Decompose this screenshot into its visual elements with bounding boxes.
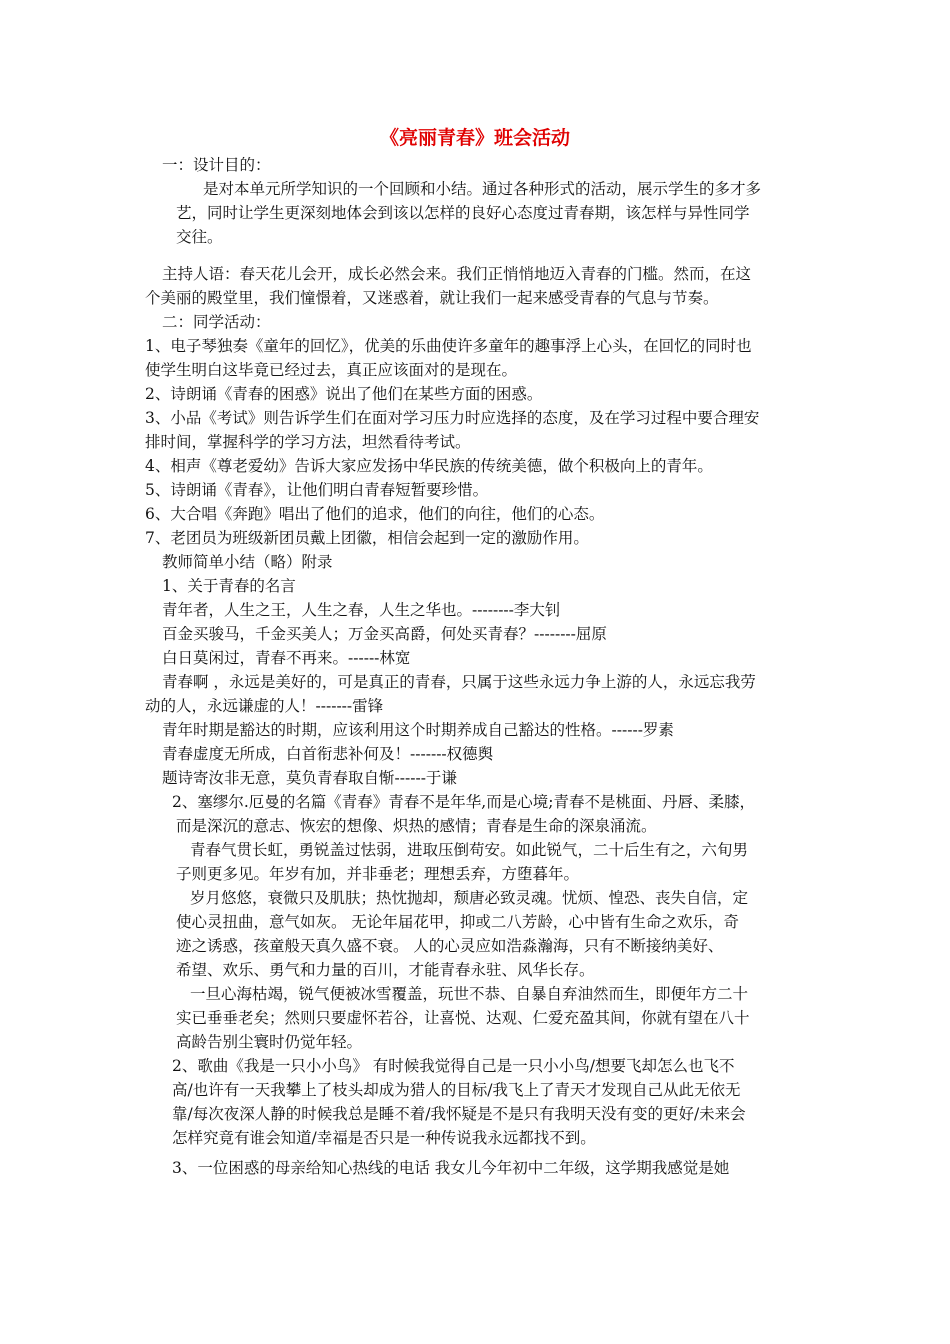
essay-line: 子则更多见。年岁有加，并非垂老；理想丢弃，方堕暮年。 (176, 865, 580, 883)
appendix-heading: 1、关于青春的名言 (162, 577, 296, 595)
essay-line: 高龄告别尘寰时仍觉年轻。 (176, 1033, 363, 1051)
document-title: 《亮丽青春》班会活动 (379, 127, 570, 149)
quote-line: 青春虚度无所成，白首衔悲补何及！-------权德舆 (162, 745, 494, 763)
list-item: 1、电子琴独奏《童年的回忆》，优美的乐曲使许多童年的趣事浮上心头，在回忆的同时也 (145, 337, 752, 355)
list-item: 6、大合唱《奔跑》唱出了他们的追求，他们的向往，他们的心态。 (145, 505, 605, 523)
essay-line: 实已垂垂老矣；然则只要虚怀若谷，让喜悦、达观、仁爱充盈其间，你就有望在八十 (176, 1009, 750, 1027)
essay-line: 青春气贯长虹，勇锐盖过怯弱，进取压倒苟安。如此锐气，二十后生有之，六旬男 (190, 841, 749, 859)
list-item: 5、诗朗诵《青春》，让他们明白青春短暂要珍惜。 (145, 481, 489, 499)
list-item: 7、老团员为班级新团员戴上团徽，相信会起到一定的激励作用。 (145, 529, 589, 547)
quote-line: 动的人，永远谦虚的人！-------雷锋 (145, 697, 384, 715)
hotline-line: 3、一位困惑的母亲给知心热线的电话 我女儿今年初中二年级，这学期我感觉是她 (172, 1159, 730, 1177)
song-lyrics-line: 2、歌曲《我是一只小小鸟》 有时候我觉得自己是一只小小鸟/想要飞却怎么也飞不 (172, 1057, 735, 1075)
quote-line: 青年时期是豁达的时期，应该利用这个时期养成自己豁达的性格。------罗素 (162, 721, 674, 739)
quote-line: 白日莫闲过，青春不再来。------林宽 (162, 649, 411, 667)
section-heading-design-purpose: 一：设计目的： (162, 156, 271, 174)
paragraph-line: 是对本单元所学知识的一个回顾和小结。通过各种形式的活动，展示学生的多才多 (203, 180, 762, 198)
essay-line: 而是深沉的意志、恢宏的想像、炽热的感情；青春是生命的深泉涌流。 (176, 817, 657, 835)
song-lyrics-line: 高/也许有一天我攀上了枝头却成为猎人的目标/我飞上了青天才发现自己从此无依无 (172, 1081, 741, 1099)
quote-line: 百金买骏马，千金买美人；万金买高爵，何处买青春？--------屈原 (162, 625, 607, 643)
essay-line: 一旦心海枯竭，锐气便被冰雪覆盖，玩世不恭、自暴自弃油然而生，即便年方二十 (190, 985, 749, 1003)
essay-line: 希望、欢乐、勇气和力量的百川，才能青春永驻、风华长存。 (176, 961, 595, 979)
essay-line: 迹之诱惑，孩童般天真久盛不衰。 人的心灵应如浩淼瀚海，只有不断接纳美好、 (176, 937, 724, 955)
teacher-summary-line: 教师简单小结（略）附录 (162, 553, 333, 571)
quote-line: 青年者，人生之王，人生之春，人生之华也。--------李大钊 (162, 601, 561, 619)
quote-line: 题诗寄汝非无意，莫负青春取自惭------于谦 (162, 769, 457, 787)
essay-line: 2、塞缪尔.厄曼的名篇《青春》青春不是年华,而是心境;青春不是桃面、丹唇、柔膝， (172, 793, 755, 811)
list-item: 3、小品《考试》则告诉学生们在面对学习压力时应选择的态度，及在学习过程中要合理安 (145, 409, 760, 427)
host-intro-line: 个美丽的殿堂里，我们憧憬着，又迷惑着，就让我们一起来感受青春的气息与节奏。 (145, 289, 719, 307)
list-item: 使学生明白这毕竟已经过去，真正应该面对的是现在。 (145, 361, 518, 379)
essay-line: 使心灵扭曲，意气如灰。 无论年届花甲，抑或二八芳龄，心中皆有生命之欢乐，奇 (176, 913, 739, 931)
song-lyrics-line: 怎样究竟有谁会知道/幸福是否只是一种传说我永远都找不到。 (172, 1129, 596, 1147)
list-item: 排时间，掌握科学的学习方法，坦然看待考试。 (145, 433, 471, 451)
section-heading-activities: 二：同学活动： (162, 313, 271, 331)
essay-line: 岁月悠悠，衰微只及肌肤；热忱抛却，颓唐必致灵魂。忧烦、惶恐、丧失自信，定 (190, 889, 749, 907)
host-intro-line: 主持人语：春天花儿会开，成长必然会来。我们正悄悄地迈入青春的门槛。然而，在这 (162, 265, 752, 283)
song-lyrics-line: 靠/每次夜深人静的时候我总是睡不着/我怀疑是不是只有我明天没有变的更好/未来会 (172, 1105, 746, 1123)
list-item: 4、相声《尊老爱幼》告诉大家应发扬中华民族的传统美德，做个积极向上的青年。 (145, 457, 713, 475)
paragraph-line: 交往。 (176, 228, 223, 246)
quote-line: 青春啊 ，永远是美好的，可是真正的青春，只属于这些永远力争上游的人，永远忘我劳 (162, 673, 756, 691)
list-item: 2、诗朗诵《青春的困惑》说出了他们在某些方面的困惑。 (145, 385, 543, 403)
paragraph-line: 艺，同时让学生更深刻地体会到该以怎样的良好心态度过青春期，该怎样与异性同学 (176, 204, 750, 222)
